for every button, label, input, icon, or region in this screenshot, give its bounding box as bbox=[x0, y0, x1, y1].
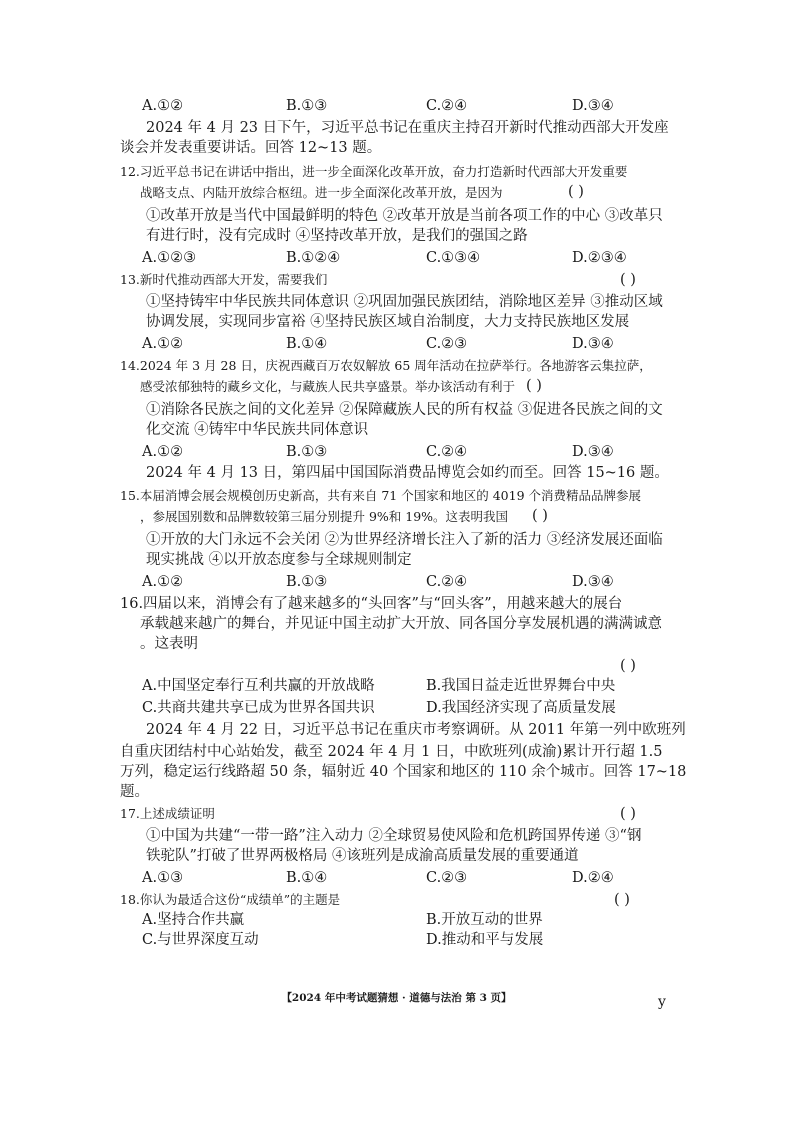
q14-items-line2: 化交流 ④铸牢中华民族共同体意识 bbox=[146, 422, 369, 438]
q12-option-d: D.②③④ bbox=[572, 250, 627, 266]
q12-option-c: C.①③④ bbox=[426, 250, 481, 266]
q11-option-c: C.②④ bbox=[426, 98, 468, 114]
q11-option-a: A.①② bbox=[142, 98, 184, 114]
q12-items-line1: ①改革开放是当代中国最鲜明的特色 ②改革开放是当前各项工作的中心 ③改革只 bbox=[146, 208, 663, 224]
q13-answer-bracket: ( ) bbox=[620, 272, 636, 288]
q12-stem-line1: 12.习近平总书记在讲话中指出，进一步全面深化改革开放，奋力打造新时代西部大开发重要 bbox=[120, 164, 628, 179]
q16-answer-bracket: ( ) bbox=[620, 658, 636, 674]
q14-stem-line2: 感受浓郁独特的藏乡文化，与藏族人民共享盛景。举办该活动有利于 bbox=[140, 379, 516, 394]
q18-option-c: C.与世界深度互动 bbox=[142, 932, 259, 948]
q17-items-line2: 铁驼队”打破了世界两极格局 ④该班列是成渝高质量发展的重要通道 bbox=[146, 848, 579, 864]
q13-items-line2: 协调发展，实现同步富裕 ④坚持民族区域自治制度，大力支持民族地区发展 bbox=[146, 314, 630, 330]
q12-items-line2: 有进行时，没有完成时 ④坚持改革开放，是我们的强国之路 bbox=[146, 228, 528, 244]
q13-option-b: B.①④ bbox=[286, 336, 328, 352]
q14-items-line1: ①消除各民族之间的文化差异 ②保障藏族人民的所有权益 ③促进各民族之间的文 bbox=[146, 402, 663, 418]
q16-option-a: A.中国坚定奉行互利共赢的开放战略 bbox=[142, 678, 375, 694]
q13-option-a: A.①② bbox=[142, 336, 184, 352]
q17-answer-bracket: ( ) bbox=[620, 806, 636, 822]
q15-stem-line2: ，参展国别数和品牌数较第三届分别提升 9%和 19%。这表明我国 bbox=[140, 509, 509, 524]
q11-option-b: B.①③ bbox=[286, 98, 328, 114]
q15-items-line2: 现实挑战 ④以开放态度参与全球规则制定 bbox=[146, 552, 412, 568]
q17-option-b: B.①④ bbox=[286, 870, 328, 886]
q13-items-line1: ①坚持铸牢中华民族共同体意识 ②巩固加强民族团结，消除地区差异 ③推动区域 bbox=[146, 294, 663, 310]
q18-option-a: A.坚持合作共赢 bbox=[142, 912, 245, 928]
q18-option-b: B.开放互动的世界 bbox=[426, 912, 543, 928]
q13-stem-line1: 13.新时代推动西部大开发，需要我们 bbox=[120, 272, 328, 287]
q15-option-a: A.①② bbox=[142, 574, 184, 590]
q16-option-d: D.我国经济实现了高质量发展 bbox=[426, 700, 616, 716]
q14-answer-bracket: ( ) bbox=[526, 378, 542, 394]
q14-option-b: B.①③ bbox=[286, 444, 328, 460]
intro-12-13-line1: 2024 年 4 月 23 日下午，习近平总书记在重庆主持召开新时代推动西部大开发座 bbox=[146, 120, 669, 136]
q16-stem-line1: 16.四届以来，消博会有了越来越多的“头回客”与“回头客”，用越来越大的展台 bbox=[120, 596, 623, 612]
q13-option-c: C.②③ bbox=[426, 336, 468, 352]
q14-option-a: A.①② bbox=[142, 444, 184, 460]
q12-stem-line2: 战略支点、内陆开放综合枢纽。进一步全面深化改革开放，是因为 bbox=[140, 185, 503, 200]
intro-17-18-line1: 2024 年 4 月 22 日，习近平总书记在重庆市考察调研。从 2011 年第一列中欧班列 bbox=[146, 722, 686, 738]
q16-stem-line3: 。这表明 bbox=[140, 636, 198, 652]
q18-answer-bracket: ( ) bbox=[614, 892, 630, 908]
q18-option-d: D.推动和平与发展 bbox=[426, 932, 544, 948]
q17-items-line1: ①中国为共建“一带一路”注入动力 ②全球贸易使风险和危机跨国界传递 ③“钢 bbox=[146, 828, 642, 844]
q12-option-b: B.①②④ bbox=[286, 250, 341, 266]
q15-answer-bracket: ( ) bbox=[532, 508, 548, 524]
intro-17-18-line2: 自重庆团结村中心站始发，截至 2024 年 4 月 1 日，中欧班列(成渝)累计开行超 1.5 bbox=[120, 744, 663, 760]
q15-stem-line1: 15.本届消博会展会规模创历史新高，共有来自 71 个国家和地区的 4019 个消费精品品牌参展 bbox=[120, 488, 641, 503]
q15-option-c: C.②④ bbox=[426, 574, 468, 590]
q18-stem-line1: 18.你认为最适合这份“成绩单”的主题是 bbox=[120, 892, 341, 907]
q16-stem-line2: 承载越来越广的舞台，并见证中国主动扩大开放、同各国分享发展机遇的满满诚意 bbox=[140, 616, 662, 632]
intro-12-13-line2: 谈会并发表重要讲话。回答 12~13 题。 bbox=[120, 140, 382, 156]
q11-option-d: D.③④ bbox=[572, 98, 614, 114]
intro-17-18-line4: 题。 bbox=[120, 784, 149, 800]
intro-15-16: 2024 年 4 月 13 日，第四届中国国际消费品博览会如约而至。回答 15~16 题。 bbox=[146, 465, 669, 481]
q12-option-a: A.①②③ bbox=[142, 250, 197, 266]
q14-option-d: D.③④ bbox=[572, 444, 614, 460]
q15-items-line1: ①开放的大门永远不会关闭 ②为世界经济增长注入了新的活力 ③经济发展还面临 bbox=[146, 532, 663, 548]
intro-17-18-line3: 万列，稳定运行线路超 50 条，辐射近 40 个国家和地区的 110 余个城市。回答 17~18 bbox=[120, 764, 687, 780]
q14-stem-line1: 14.2024 年 3 月 28 日，庆祝西藏百万农奴解放 65 周年活动在拉萨举行。各地游客云集拉萨， bbox=[120, 358, 652, 373]
q16-option-c: C.共商共建共享已成为世界各国共识 bbox=[142, 700, 375, 716]
q17-option-d: D.②④ bbox=[572, 870, 614, 886]
q17-stem-line1: 17.上述成绩证明 bbox=[120, 806, 215, 821]
q17-option-c: C.②③ bbox=[426, 870, 468, 886]
q13-option-d: D.③④ bbox=[572, 336, 614, 352]
q12-answer-bracket: ( ) bbox=[568, 184, 584, 200]
q15-option-d: D.③④ bbox=[572, 574, 614, 590]
q14-option-c: C.②④ bbox=[426, 444, 468, 460]
q15-option-b: B.①③ bbox=[286, 574, 328, 590]
q16-option-b: B.我国日益走近世界舞台中央 bbox=[426, 678, 616, 694]
corner-mark: y bbox=[658, 994, 666, 1010]
q17-option-a: A.①③ bbox=[142, 870, 184, 886]
page-footer: 【2024 年中考试题猜想 · 道德与法治 第 3 页】 bbox=[281, 992, 512, 1004]
